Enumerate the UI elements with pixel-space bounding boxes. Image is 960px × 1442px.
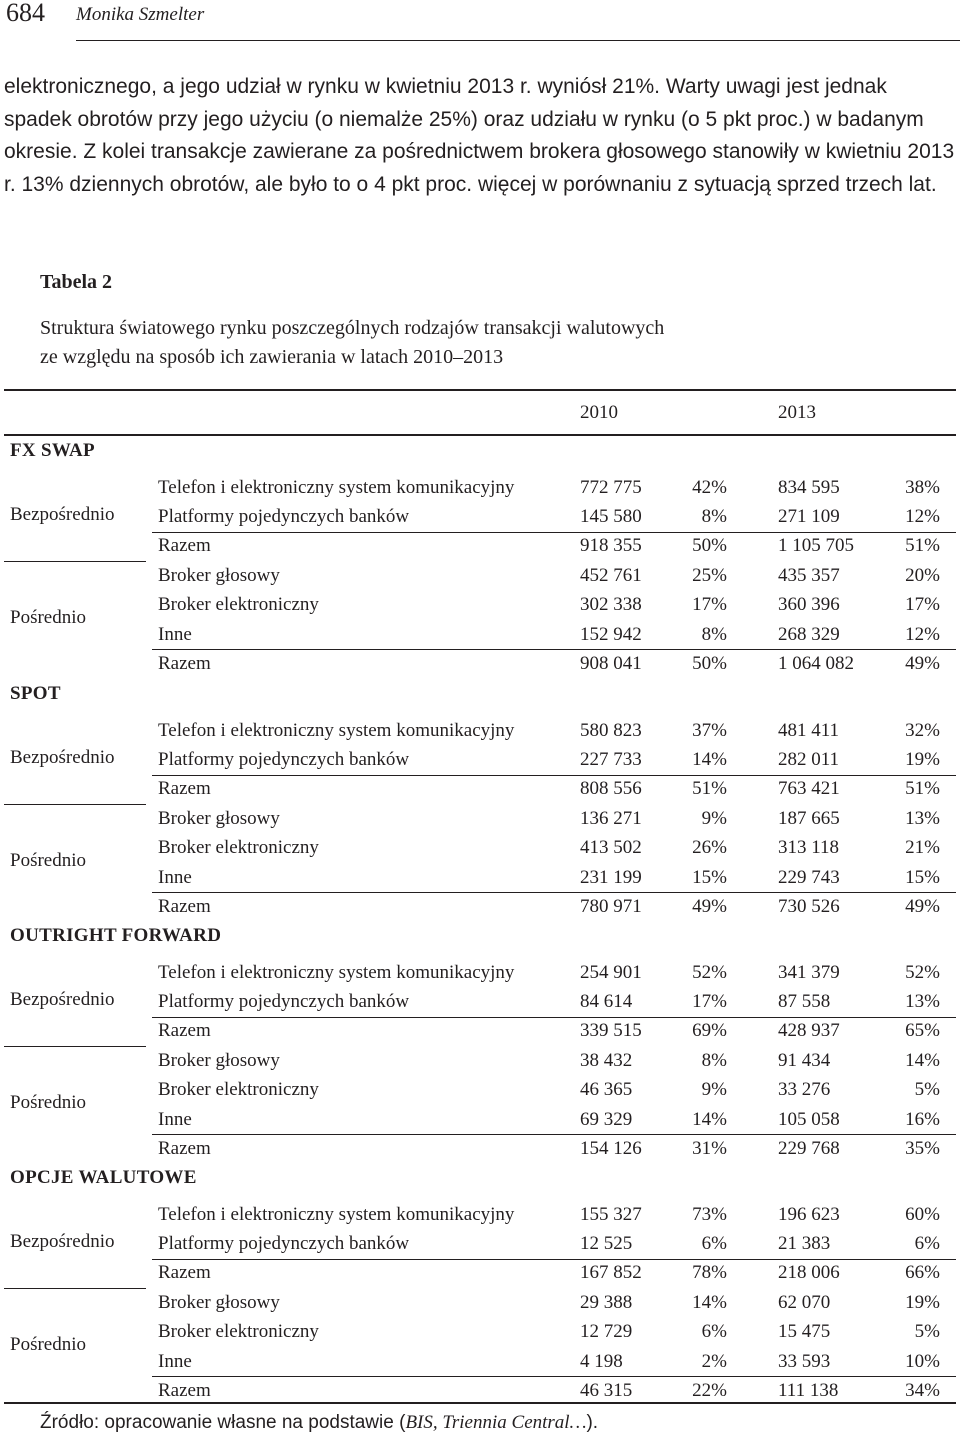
percent-2013: 12% xyxy=(905,623,940,645)
row-label: Broker elektroniczny xyxy=(158,837,319,859)
percent-2013: 10% xyxy=(905,1350,940,1372)
row-label: Platformy pojedynczych banków xyxy=(158,990,410,1012)
value-2013: 271 109 xyxy=(778,505,840,527)
percent-2013: 15% xyxy=(905,866,940,888)
percent-2010: 52% xyxy=(692,961,727,983)
row-label: Telefon i elektroniczny system komunikacyjny xyxy=(158,961,515,983)
value-2013: 187 665 xyxy=(778,807,840,829)
table-row xyxy=(0,1048,960,1074)
source-suffix: ). xyxy=(586,1412,599,1433)
value-2010: 155 327 xyxy=(580,1203,642,1225)
total-row xyxy=(0,894,960,920)
value-2013: 268 329 xyxy=(778,623,840,645)
value-2013: 111 138 xyxy=(778,1379,839,1401)
percent-2013: 13% xyxy=(905,990,940,1012)
percent-2013: 14% xyxy=(905,1049,940,1071)
page-number: 684 xyxy=(6,0,45,27)
table-row xyxy=(0,622,960,648)
value-2010: 908 041 xyxy=(580,652,642,674)
total-row xyxy=(0,1136,960,1162)
value-2010: 152 942 xyxy=(580,623,642,645)
value-2010: 136 271 xyxy=(580,807,642,829)
body-paragraph: elektronicznego, a jego udział w rynku w kwietniu 2013 r. wyniósł 21%. Warty uwagi jest jednak spadek obrotów przy jego użyciu (o niemalże 25%) oraz udziału w rynku (o 5 pkt proc.) w badanym okresie. Z kolei transakcje zawierane za pośrednictwem brokera głosowego stanowiły w kwietniu 2013 r. 13% dziennych obrotów, ale było to o 4 pkt proc. więcej w porównaniu z sytuacją sprzed trzech lat. xyxy=(4,75,955,196)
header-rule xyxy=(76,40,960,41)
value-2013: 62 070 xyxy=(778,1291,831,1313)
value-2010: 12 729 xyxy=(580,1321,633,1343)
value-2010: 46 315 xyxy=(580,1379,633,1401)
value-2010: 145 580 xyxy=(580,505,642,527)
row-label: Telefon i elektroniczny system komunikacyjny xyxy=(158,1203,515,1225)
percent-2010: 49% xyxy=(692,895,727,917)
row-label: Razem xyxy=(158,895,211,917)
table-row xyxy=(0,989,960,1015)
section-heading: SPOT xyxy=(10,683,61,704)
value-2013: 834 595 xyxy=(778,476,840,498)
percent-2013: 19% xyxy=(905,1291,940,1313)
percent-2013: 60% xyxy=(905,1203,940,1225)
value-2013: 87 558 xyxy=(778,990,831,1012)
percent-2010: 50% xyxy=(692,652,727,674)
percent-2010: 6% xyxy=(701,1321,727,1343)
table-row xyxy=(0,747,960,773)
value-2013: 229 768 xyxy=(778,1137,840,1159)
column-header-2010: 2010 xyxy=(580,402,618,423)
value-2010: 4 198 xyxy=(580,1350,623,1372)
row-label: Broker elektroniczny xyxy=(158,1079,319,1101)
table-row xyxy=(0,563,960,589)
table-row xyxy=(0,835,960,861)
group-label: Pośrednio xyxy=(10,850,86,871)
value-2013: 730 526 xyxy=(778,895,840,917)
percent-2013: 49% xyxy=(905,895,940,917)
row-label: Telefon i elektroniczny system komunikacyjny xyxy=(158,476,515,498)
section-heading: FX SWAP xyxy=(10,440,95,461)
percent-2013: 21% xyxy=(905,837,940,859)
percent-2010: 25% xyxy=(692,564,727,586)
value-2013: 21 383 xyxy=(778,1232,831,1254)
row-label: Broker głosowy xyxy=(158,807,280,829)
value-2013: 428 937 xyxy=(778,1020,840,1042)
value-2013: 91 434 xyxy=(778,1049,831,1071)
table-caption xyxy=(40,314,940,372)
percent-2013: 65% xyxy=(905,1020,940,1042)
table-caption-line: Struktura światowego rynku poszczególnych rodzajów transakcji walutowych xyxy=(40,317,665,339)
value-2010: 254 901 xyxy=(580,961,642,983)
row-label: Razem xyxy=(158,652,211,674)
value-2013: 282 011 xyxy=(778,748,840,770)
row-label: Broker głosowy xyxy=(158,564,280,586)
value-2013: 196 623 xyxy=(778,1203,840,1225)
table-row xyxy=(0,1349,960,1375)
group-label: Bezpośrednio xyxy=(10,747,115,769)
column-header-2013: 2013 xyxy=(778,402,816,423)
value-2013: 763 421 xyxy=(778,778,840,800)
value-2010: 29 388 xyxy=(580,1291,633,1313)
percent-2010: 69% xyxy=(692,1020,727,1042)
total-row xyxy=(0,651,960,677)
row-label: Razem xyxy=(158,1137,211,1159)
row-label: Inne xyxy=(158,866,192,888)
table-row xyxy=(0,1107,960,1133)
value-2010: 69 329 xyxy=(580,1108,633,1130)
table-row xyxy=(0,1202,960,1228)
running-head: Monika Szmelter xyxy=(76,4,205,25)
value-2013: 1 105 705 xyxy=(778,535,854,557)
row-label: Inne xyxy=(158,623,192,645)
percent-2013: 17% xyxy=(905,594,940,616)
percent-2013: 12% xyxy=(905,505,940,527)
percent-2010: 15% xyxy=(692,866,727,888)
table-row xyxy=(0,1077,960,1103)
value-2010: 413 502 xyxy=(580,837,642,859)
value-2010: 231 199 xyxy=(580,866,642,888)
value-2010: 84 614 xyxy=(580,990,633,1012)
total-row xyxy=(0,533,960,559)
percent-2013: 49% xyxy=(905,652,940,674)
percent-2010: 17% xyxy=(692,594,727,616)
table-row xyxy=(0,960,960,986)
value-2013: 229 743 xyxy=(778,866,840,888)
total-row xyxy=(0,1018,960,1044)
percent-2013: 51% xyxy=(905,535,940,557)
percent-2010: 9% xyxy=(701,807,727,829)
table-row xyxy=(0,475,960,501)
percent-2010: 14% xyxy=(692,748,727,770)
group-label: Pośrednio xyxy=(10,1092,86,1113)
value-2010: 918 355 xyxy=(580,535,642,557)
value-2010: 12 525 xyxy=(580,1232,633,1254)
percent-2010: 17% xyxy=(692,990,727,1012)
value-2010: 808 556 xyxy=(580,778,642,800)
value-2010: 154 126 xyxy=(580,1137,642,1159)
table-row xyxy=(0,504,960,530)
table-bottom-rule xyxy=(4,1402,956,1404)
page-header xyxy=(0,0,960,41)
percent-2010: 8% xyxy=(701,623,727,645)
total-row xyxy=(0,1260,960,1286)
value-2010: 46 365 xyxy=(580,1079,633,1101)
group-label: Bezpośrednio xyxy=(10,1231,115,1253)
row-label: Razem xyxy=(158,535,211,557)
section-heading: OUTRIGHT FORWARD xyxy=(10,925,222,946)
percent-2013: 13% xyxy=(905,807,940,829)
value-2010: 772 775 xyxy=(580,476,642,498)
percent-2013: 20% xyxy=(905,564,940,586)
table-row xyxy=(0,1290,960,1316)
table-caption-line: ze względu na sposób ich zawierania w latach 2010–2013 xyxy=(40,346,504,368)
row-label: Telefon i elektroniczny system komunikacyjny xyxy=(158,719,515,741)
row-label: Platformy pojedynczych banków xyxy=(158,1232,410,1254)
group-label: Bezpośrednio xyxy=(10,504,115,526)
percent-2013: 32% xyxy=(905,719,940,741)
value-2010: 452 761 xyxy=(580,564,642,586)
source-title: BIS, Triennia Central… xyxy=(405,1412,587,1433)
value-2010: 580 823 xyxy=(580,719,642,741)
row-label: Broker elektroniczny xyxy=(158,1321,319,1343)
percent-2010: 2% xyxy=(701,1350,727,1372)
percent-2010: 14% xyxy=(692,1108,727,1130)
row-label: Razem xyxy=(158,1379,211,1401)
percent-2013: 5% xyxy=(914,1079,940,1101)
value-2010: 38 432 xyxy=(580,1049,633,1071)
value-2010: 780 971 xyxy=(580,895,642,917)
value-2013: 313 118 xyxy=(778,837,840,859)
table-number: Tabela 2 xyxy=(40,271,113,293)
table-row xyxy=(0,806,960,832)
table-top-rule xyxy=(4,389,956,391)
percent-2010: 22% xyxy=(692,1379,727,1401)
percent-2013: 66% xyxy=(905,1262,940,1284)
value-2010: 167 852 xyxy=(580,1262,642,1284)
percent-2010: 14% xyxy=(692,1291,727,1313)
row-label: Razem xyxy=(158,1020,211,1042)
row-label: Broker głosowy xyxy=(158,1291,280,1313)
row-label: Broker głosowy xyxy=(158,1049,280,1071)
percent-2013: 16% xyxy=(905,1108,940,1130)
percent-2013: 38% xyxy=(905,476,940,498)
percent-2010: 50% xyxy=(692,535,727,557)
value-2013: 435 357 xyxy=(778,564,840,586)
table-row xyxy=(0,865,960,891)
value-2013: 15 475 xyxy=(778,1321,831,1343)
total-row xyxy=(0,1378,960,1404)
percent-2010: 51% xyxy=(692,778,727,800)
group-label: Bezpośrednio xyxy=(10,989,115,1011)
value-2013: 481 411 xyxy=(778,719,840,741)
percent-2010: 26% xyxy=(692,837,727,859)
total-row xyxy=(0,776,960,802)
percent-2010: 37% xyxy=(692,719,727,741)
value-2010: 339 515 xyxy=(580,1020,642,1042)
value-2010: 302 338 xyxy=(580,594,642,616)
value-2013: 33 276 xyxy=(778,1079,831,1101)
source-prefix: Źródło: opracowanie własne na podstawie ( xyxy=(40,1412,406,1433)
percent-2010: 6% xyxy=(701,1232,727,1254)
value-2013: 341 379 xyxy=(778,961,840,983)
source-note xyxy=(40,1412,598,1434)
value-2013: 1 064 082 xyxy=(778,652,854,674)
value-2010: 227 733 xyxy=(580,748,642,770)
group-label: Pośrednio xyxy=(10,1334,86,1355)
table-row xyxy=(0,1231,960,1257)
row-label: Broker elektroniczny xyxy=(158,594,319,616)
percent-2013: 52% xyxy=(905,961,940,983)
value-2013: 33 593 xyxy=(778,1350,831,1372)
table-row xyxy=(0,718,960,744)
percent-2010: 8% xyxy=(701,1049,727,1071)
percent-2010: 42% xyxy=(692,476,727,498)
percent-2010: 73% xyxy=(692,1203,727,1225)
table-row xyxy=(0,592,960,618)
value-2013: 105 058 xyxy=(778,1108,840,1130)
percent-2013: 34% xyxy=(905,1379,940,1401)
percent-2013: 35% xyxy=(905,1137,940,1159)
percent-2010: 8% xyxy=(701,505,727,527)
row-label: Inne xyxy=(158,1350,192,1372)
row-label: Inne xyxy=(158,1108,192,1130)
row-label: Platformy pojedynczych banków xyxy=(158,748,410,770)
percent-2010: 78% xyxy=(692,1262,727,1284)
percent-2013: 6% xyxy=(914,1232,940,1254)
section-heading: OPCJE WALUTOWE xyxy=(10,1167,197,1188)
percent-2010: 31% xyxy=(692,1137,727,1159)
table-header-rule xyxy=(4,434,956,436)
percent-2013: 19% xyxy=(905,748,940,770)
percent-2013: 51% xyxy=(905,778,940,800)
row-label: Razem xyxy=(158,778,211,800)
percent-2010: 9% xyxy=(701,1079,727,1101)
percent-2013: 5% xyxy=(914,1321,940,1343)
value-2013: 218 006 xyxy=(778,1262,840,1284)
value-2013: 360 396 xyxy=(778,594,840,616)
group-label: Pośrednio xyxy=(10,607,86,628)
table-row xyxy=(0,1319,960,1345)
row-label: Razem xyxy=(158,1262,211,1284)
row-label: Platformy pojedynczych banków xyxy=(158,505,410,527)
